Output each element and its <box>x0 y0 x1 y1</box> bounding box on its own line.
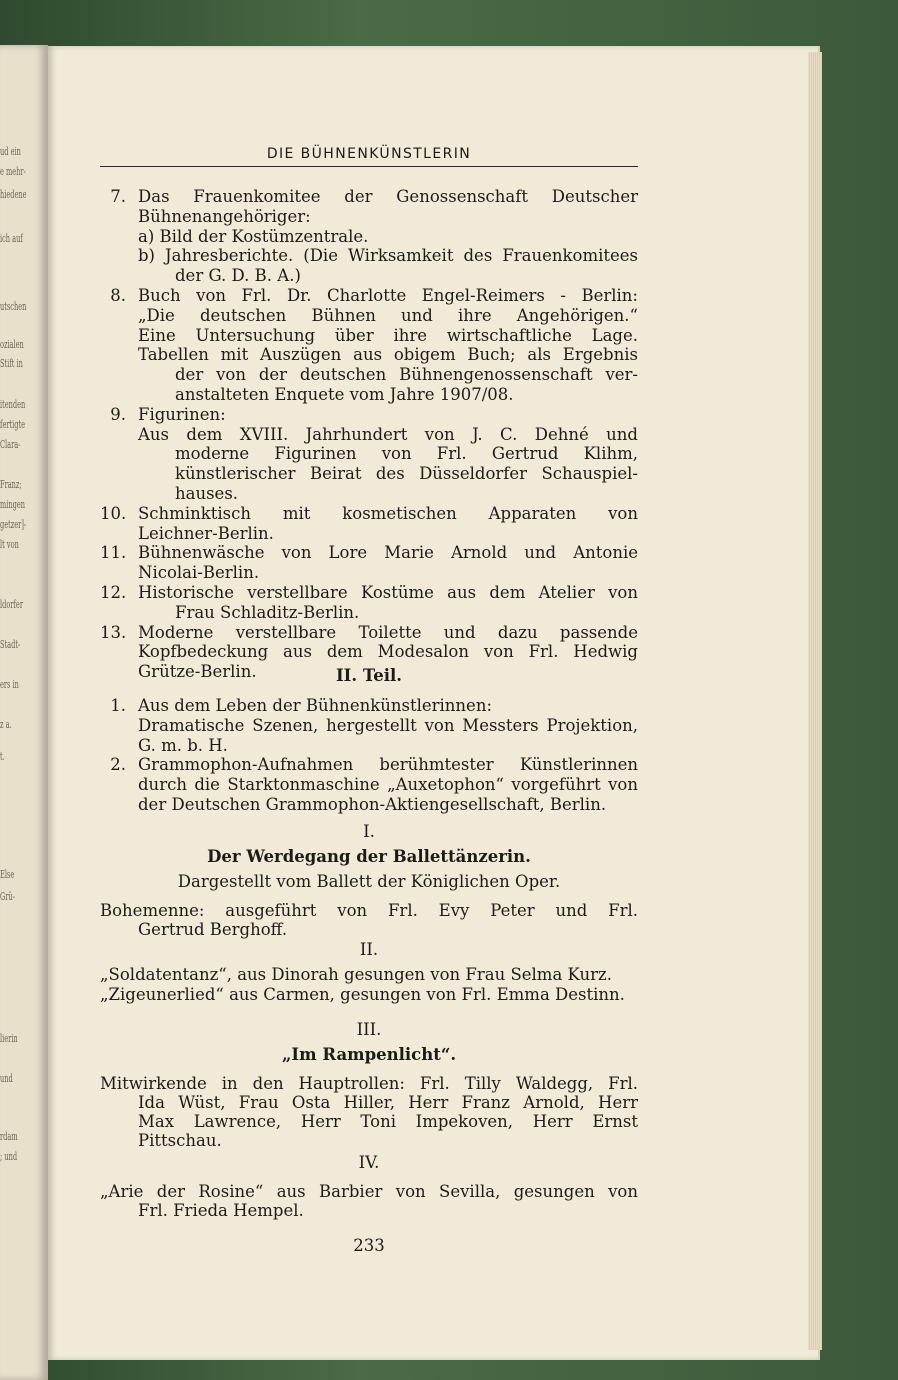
section-subtitle: Dargestellt vom Ballett der Königlichen Oper. <box>177 872 561 891</box>
left-page-fragment: und <box>0 1072 13 1085</box>
item-line: Frau Schladitz-Berlin. <box>175 602 360 622</box>
header-rule <box>100 166 638 167</box>
item-line: Kopfbedeckung aus dem Modesalon von Frl. Hedwig <box>138 642 638 662</box>
left-page-fragment: mingen <box>0 498 26 511</box>
section-numeral: III. <box>356 1020 382 1039</box>
section-line: „Arie der Rosine“ aus Barbier von Sevilla, gesungen von <box>100 1182 638 1201</box>
left-page-fragment: utschen <box>0 300 27 313</box>
section-line: „Soldatentanz“, aus Dinorah gesungen von Frau Selma Kurz. <box>100 965 612 984</box>
section-line: „Zigeunerlied“ aus Carmen, gesungen von Frl. Emma Destinn. <box>100 985 625 1004</box>
section-numeral: I. <box>363 822 375 841</box>
item-line: Bühnenwäsche von Lore Marie Arnold und Antonie <box>138 543 638 563</box>
left-page-fragment: ldorfer <box>0 598 23 611</box>
left-page-fragment: itenden <box>0 398 26 411</box>
section-line: Mitwirkende in den Hauptrollen: Frl. Tilly Waldegg, Frl. <box>100 1074 638 1093</box>
item-line: anstalteten Enquete vom Jahre 1907/08. <box>175 385 514 404</box>
left-page-edge <box>0 45 48 1380</box>
item-line: der Deutschen Grammophon-Aktiengesellschaft, Berlin. <box>138 795 607 814</box>
item-line: Grammophon-Aufnahmen berühmtester Künstlerinnen <box>138 755 638 775</box>
item-line: Nicolai-Berlin. <box>138 563 260 583</box>
left-page-fragment: fertigte <box>0 418 26 431</box>
item-line: Leichner-Berlin. <box>138 523 274 543</box>
section-line: Bohemenne: ausgeführt von Frl. Evy Peter und Frl. <box>100 901 638 920</box>
left-page-fragment: Franz; <box>0 478 22 491</box>
item-line: „Die deutschen Bühnen und ihre Angehörigen.“ <box>138 305 638 325</box>
left-page-fragment: Else <box>0 868 15 881</box>
left-page-fragment: e mehr- <box>0 165 26 178</box>
left-page-fragment: t. <box>0 750 5 763</box>
item-line: Dramatische Szenen, hergestellt von Messters Projektion, <box>138 715 638 735</box>
page-edges <box>808 52 822 1350</box>
left-page-fragment: z a. <box>0 718 12 731</box>
left-page-fragment: lt von <box>0 538 19 551</box>
section-line: Frl. Frieda Hempel. <box>138 1201 304 1220</box>
left-page-fragment: getzer]- <box>0 518 27 531</box>
item-line: hauses. <box>175 484 239 503</box>
section-line: Pittschau. <box>138 1131 222 1150</box>
item-line: Eine Untersuchung über ihre wirtschaftliche Lage. <box>138 325 638 345</box>
item-line: künstlerischer Beirat des Düsseldorfer Schauspiel- <box>175 464 638 484</box>
item-line: b) Jahresberichte. (Die Wirksamkeit des Frauenkomitees <box>138 246 638 266</box>
left-page-fragment: Stift in <box>0 357 23 370</box>
left-page-fragment: ; und <box>0 1150 18 1163</box>
section-title: „Im Rampenlicht“. <box>281 1045 457 1064</box>
item-line: der von der deutschen Bühnengenossenschaft ver- <box>175 365 638 385</box>
section-line: Max Lawrence, Herr Toni Impekoven, Herr Ernst <box>138 1112 638 1131</box>
page-number: 233 <box>353 1236 385 1255</box>
left-page-fragment: ers in <box>0 678 19 691</box>
left-page-fragment: rdam <box>0 1130 18 1143</box>
item-line: Bühnenangehöriger: <box>138 206 311 226</box>
item-line: Grütze-Berlin. <box>138 662 257 682</box>
item-line: der G. D. B. A.) <box>175 266 301 286</box>
item-number: 8. <box>110 286 126 305</box>
item-line: Buch von Frl. Dr. Charlotte Engel-Reimers - Berlin: <box>138 286 638 305</box>
left-page-fragment: Grü- <box>0 890 15 903</box>
item-line: moderne Figurinen von Frl. Gertrud Klihm, <box>175 444 638 464</box>
left-page-fragment: ozialen <box>0 338 24 351</box>
item-line: a) Bild der Kostümzentrale. <box>138 226 369 246</box>
running-head: DIE BÜHNENKÜNSTLERIN <box>266 146 472 162</box>
left-page-fragment: lierin <box>0 1032 18 1045</box>
item-line: durch die Starktonmaschine „Auxetophon“ vorgeführt von <box>138 775 638 795</box>
left-page-fragment: hiedene <box>0 188 27 201</box>
item-number: 13. <box>100 622 127 642</box>
item-number: 10. <box>100 503 127 523</box>
item-line: Aus dem XVIII. Jahrhundert von J. C. Dehné und <box>138 424 638 444</box>
part-heading: II. Teil. <box>335 666 403 685</box>
item-line: Moderne verstellbare Toilette und dazu passende <box>138 622 638 642</box>
item-number: 2. <box>110 755 126 775</box>
item-number: 9. <box>110 404 126 424</box>
item-line: Tabellen mit Auszügen aus obigem Buch; als Ergebnis <box>138 345 638 365</box>
left-page-fragment: Clara- <box>0 438 21 451</box>
item-line: Aus dem Leben der Bühnenkünstlerinnen: <box>138 696 493 715</box>
left-page-fragment: ich auf <box>0 232 23 245</box>
left-page-fragment: ud ein <box>0 145 21 158</box>
item-line: G. m. b. H. <box>138 735 228 755</box>
item-number: 11. <box>100 543 127 563</box>
item-line: Das Frauenkomitee der Genossenschaft Deutscher <box>138 187 638 206</box>
item-line: Historische verstellbare Kostüme aus dem Atelier von <box>138 583 638 602</box>
section-title: Der Werdegang der Ballettänzerin. <box>207 847 531 866</box>
section-line: Ida Wüst, Frau Osta Hiller, Herr Franz Arnold, Herr <box>138 1093 638 1112</box>
section-numeral: IV. <box>358 1153 380 1172</box>
item-line: Schminktisch mit kosmetischen Apparaten von <box>138 503 638 523</box>
item-number: 1. <box>110 696 126 715</box>
section-numeral: II. <box>359 940 379 959</box>
item-number: 12. <box>100 583 127 602</box>
item-number: 7. <box>110 187 126 206</box>
item-line: Figurinen: <box>138 404 226 424</box>
section-line: Gertrud Berghoff. <box>138 920 288 939</box>
left-page-fragment: Stadt- <box>0 638 21 651</box>
